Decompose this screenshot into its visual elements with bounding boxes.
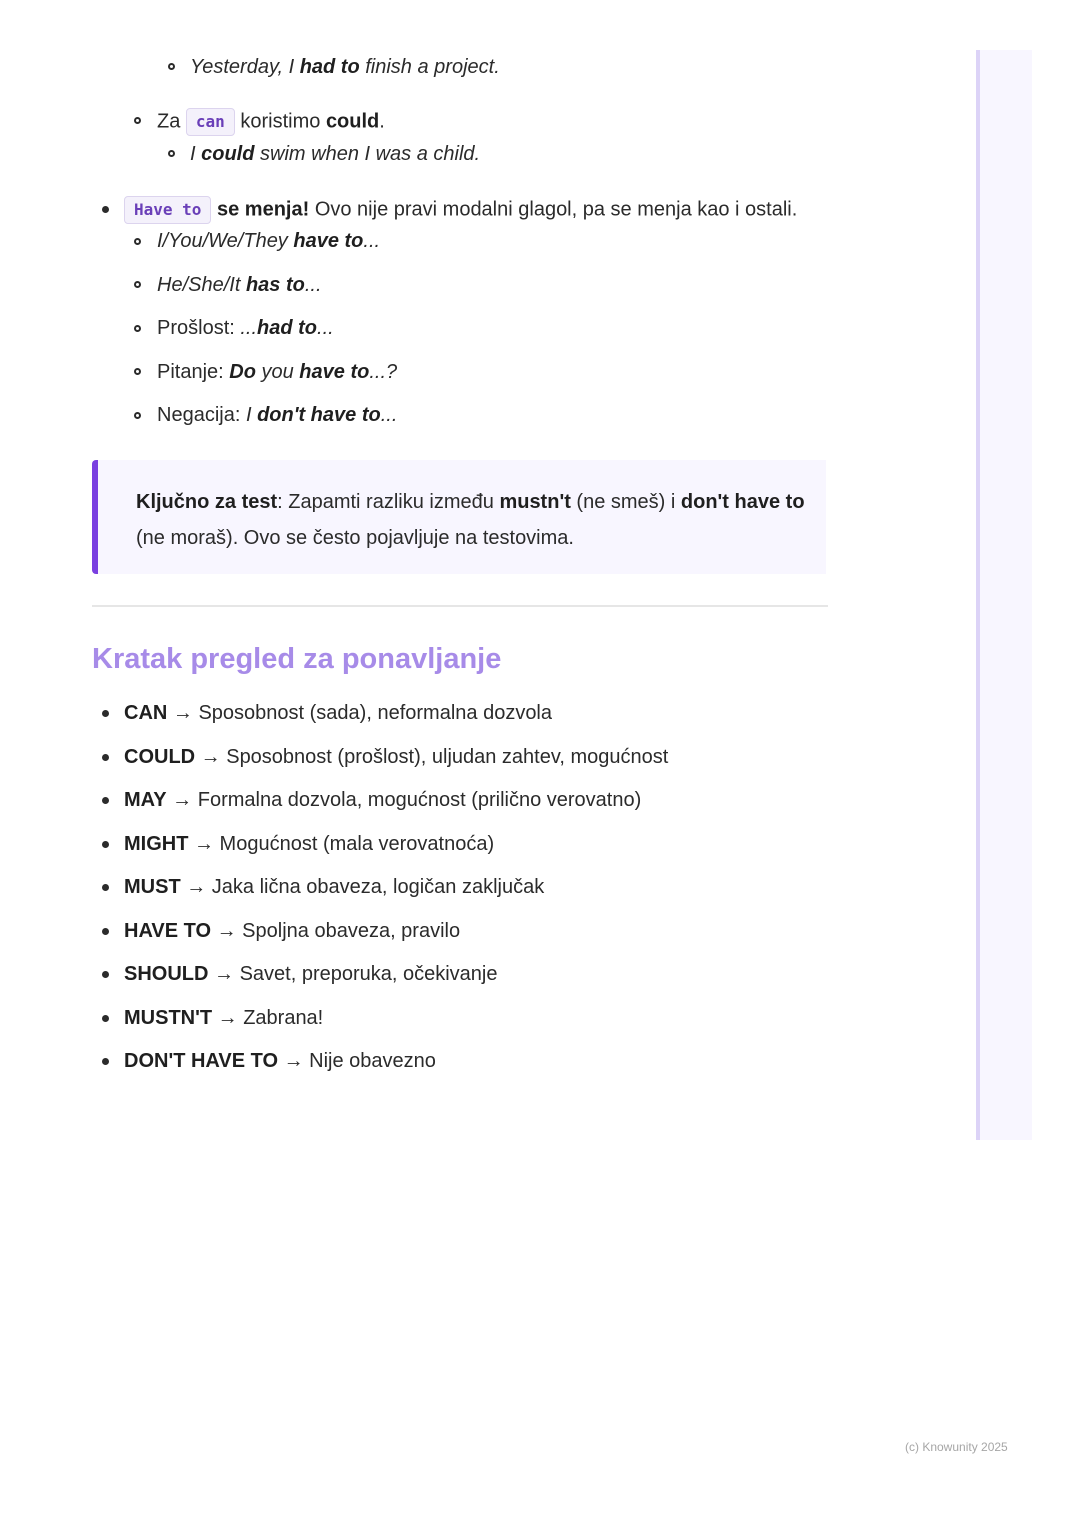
text: ... xyxy=(363,230,381,252)
list-item xyxy=(124,787,641,813)
line-have-to xyxy=(124,196,797,224)
desc: → Formalna dozvola, mogućnost (prilično verovatno) xyxy=(166,789,642,811)
bullet-filled-icon xyxy=(102,841,109,848)
bullet-filled-icon xyxy=(102,710,109,717)
text: se menja! xyxy=(211,198,310,221)
desc: → Sposobnost (prošlost), uljudan zahtev, mogućnost xyxy=(195,746,669,768)
text: could xyxy=(325,110,380,133)
desc: → Savet, preporuka, očekivanje xyxy=(208,963,498,985)
text: mustn't xyxy=(499,491,571,513)
text: have to xyxy=(299,361,370,383)
text: Ovo nije pravi modalni glagol, pa se menja kao i ostali. xyxy=(309,198,798,221)
list-item xyxy=(124,961,498,987)
text: Negacija: xyxy=(157,404,246,426)
bullet-hollow-icon xyxy=(168,63,175,70)
term: DON'T HAVE TO xyxy=(124,1050,279,1072)
line-he-she-it xyxy=(157,272,322,298)
text: ... xyxy=(240,317,258,339)
term: SHOULD xyxy=(124,963,209,985)
desc: → Nije obavezno xyxy=(278,1050,436,1072)
list-item xyxy=(124,1048,436,1074)
bullet-filled-icon xyxy=(102,754,109,761)
bullet-filled-icon xyxy=(102,206,109,213)
callout-text xyxy=(136,484,816,556)
text: . xyxy=(379,110,385,133)
term: CAN xyxy=(124,702,168,724)
text: finish a project. xyxy=(359,56,500,78)
bullet-filled-icon xyxy=(102,971,109,978)
line-i-you-we-they xyxy=(157,228,380,254)
section-heading: Kratak pregled za ponavljanje xyxy=(92,643,502,675)
list-item xyxy=(124,700,552,726)
desc: → Zabrana! xyxy=(212,1007,324,1029)
text: ... xyxy=(304,274,322,296)
list-item xyxy=(124,831,494,857)
bullet-hollow-icon xyxy=(134,281,141,288)
text: Prošlost: xyxy=(157,317,241,339)
bullet-hollow-icon xyxy=(134,117,141,124)
text: Ključno za test xyxy=(136,491,278,513)
text: I/You/We/They xyxy=(157,230,294,252)
text: I xyxy=(245,404,258,426)
bullet-filled-icon xyxy=(102,1058,109,1065)
text: don't have to xyxy=(257,404,381,426)
text: Pitanje: xyxy=(157,361,230,383)
list-item xyxy=(124,1005,323,1031)
term: MAY xyxy=(124,789,167,811)
line-pitanje xyxy=(157,359,397,385)
line-negacija xyxy=(157,402,397,428)
bullet-filled-icon xyxy=(102,884,109,891)
desc: → Sposobnost (sada), neformalna dozvola xyxy=(167,702,553,724)
text: ...? xyxy=(369,361,398,383)
term: MUSTN'T xyxy=(124,1007,213,1029)
bullet-filled-icon xyxy=(102,1015,109,1022)
sidebar-panel xyxy=(976,50,1032,1140)
bullet-hollow-icon xyxy=(134,412,141,419)
text: Yesterday, I xyxy=(190,56,300,78)
footer-copyright: (c) Knowunity 2025 xyxy=(905,1440,1008,1454)
text: you xyxy=(255,361,300,383)
text: (ne smeš) i xyxy=(570,491,681,513)
line-proslost xyxy=(157,315,334,341)
text: : Zapamti razliku između xyxy=(277,491,500,513)
term: HAVE TO xyxy=(124,920,212,942)
bullet-hollow-icon xyxy=(134,238,141,245)
term: MUST xyxy=(124,876,181,898)
term: MIGHT xyxy=(124,833,189,855)
term: COULD xyxy=(124,746,196,768)
line-za-can xyxy=(157,108,385,136)
example-line-had-to xyxy=(190,54,500,80)
text: (ne moraš). Ovo se često pojavljuje na testovima. xyxy=(136,527,574,549)
text: Za xyxy=(157,110,186,133)
list-item xyxy=(124,918,460,944)
text: don't have to xyxy=(680,491,805,513)
text: koristimo xyxy=(234,110,326,133)
bullet-hollow-icon xyxy=(168,150,175,157)
bullet-filled-icon xyxy=(102,797,109,804)
list-item xyxy=(124,744,668,770)
code-can: can xyxy=(186,108,235,136)
callout-box xyxy=(92,460,826,574)
text: had to xyxy=(257,317,318,339)
text: ... xyxy=(380,404,398,426)
desc: → Jaka lična obaveza, logičan zaključak xyxy=(180,876,545,898)
text: swim when I was a child. xyxy=(254,143,481,165)
desc: → Mogućnost (mala verovatnoća) xyxy=(188,833,495,855)
text: had to xyxy=(299,56,360,78)
text: has to xyxy=(245,274,305,296)
text: He/She/It xyxy=(157,274,246,296)
bullet-filled-icon xyxy=(102,928,109,935)
example-line-could xyxy=(190,141,480,167)
bullet-hollow-icon xyxy=(134,368,141,375)
code-have-to: Have to xyxy=(124,196,211,224)
list-item xyxy=(124,874,544,900)
text: Do xyxy=(229,361,256,383)
text: have to xyxy=(293,230,364,252)
text: I xyxy=(190,143,202,165)
desc: → Spoljna obaveza, pravilo xyxy=(211,920,461,942)
bullet-hollow-icon xyxy=(134,325,141,332)
text: ... xyxy=(317,317,334,339)
divider xyxy=(92,605,828,607)
text: could xyxy=(201,143,255,165)
